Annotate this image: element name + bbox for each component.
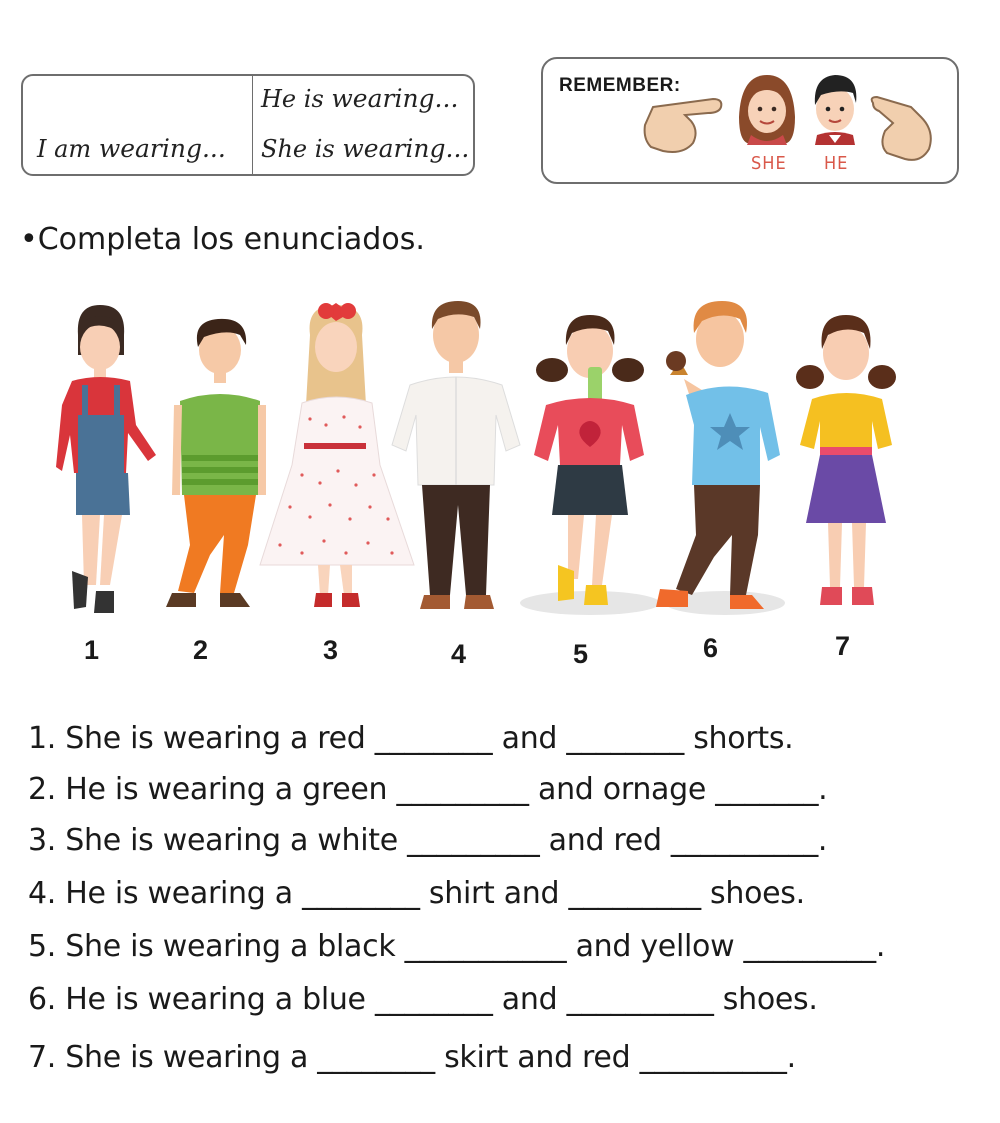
sentence-2: 2. He is wearing a green _________ and ornage _______. [28, 772, 828, 807]
child-2-figure [166, 319, 266, 607]
he-label: HE [824, 153, 849, 174]
child-1-figure [56, 305, 156, 613]
child-6-figure [656, 301, 780, 609]
phrase-she-is [261, 134, 469, 163]
she-face-icon [739, 75, 795, 145]
child-3-figure [260, 303, 414, 607]
phrase-he-is [261, 84, 458, 113]
pointing-hand-left-icon [645, 99, 722, 152]
remember-title: REMEMBER: [559, 75, 681, 96]
phrase-i-am-subject: I am [37, 135, 92, 163]
phrase-she-is-wearing: wearing... [342, 134, 470, 163]
pointing-hand-right-icon [872, 97, 931, 160]
phrase-i-am [37, 134, 226, 163]
phrase-she-is-subject: She is [261, 135, 335, 163]
sentence-1: 1. She is wearing a red ________ and ________ shorts. [28, 721, 794, 756]
figure-number-4: 4 [451, 639, 467, 669]
child-7-figure [796, 315, 896, 605]
figure-number-6: 6 [703, 633, 719, 663]
he-face-icon [815, 75, 857, 145]
sentence-4: 4. He is wearing a ________ shirt and _________ shoes. [28, 876, 805, 911]
figure-number-7: 7 [835, 631, 851, 661]
instruction-heading: •Completa los enunciados. [20, 222, 425, 257]
figure-number-2: 2 [193, 635, 209, 665]
figure-number-5: 5 [573, 639, 589, 669]
sentence-7: 7. She is wearing a ________ skirt and red __________. [28, 1040, 796, 1075]
children-illustration [40, 295, 940, 625]
she-label: SHE [751, 153, 787, 174]
phrase-he-is-subject: He is [261, 85, 324, 113]
phrase-divider [252, 76, 253, 174]
figure-number-3: 3 [323, 635, 339, 665]
sentence-3: 3. She is wearing a white _________ and red __________. [28, 823, 828, 858]
phrase-he-is-wearing: wearing... [331, 84, 459, 113]
phrase-box [21, 74, 475, 176]
sentence-5: 5. She is wearing a black ___________ and yellow _________. [28, 929, 886, 964]
phrase-i-am-wearing: wearing... [98, 134, 226, 163]
child-5-figure [534, 315, 644, 605]
sentence-6: 6. He is wearing a blue ________ and __________ shoes. [28, 982, 818, 1017]
remember-box [541, 57, 959, 184]
figure-number-1: 1 [84, 635, 100, 665]
